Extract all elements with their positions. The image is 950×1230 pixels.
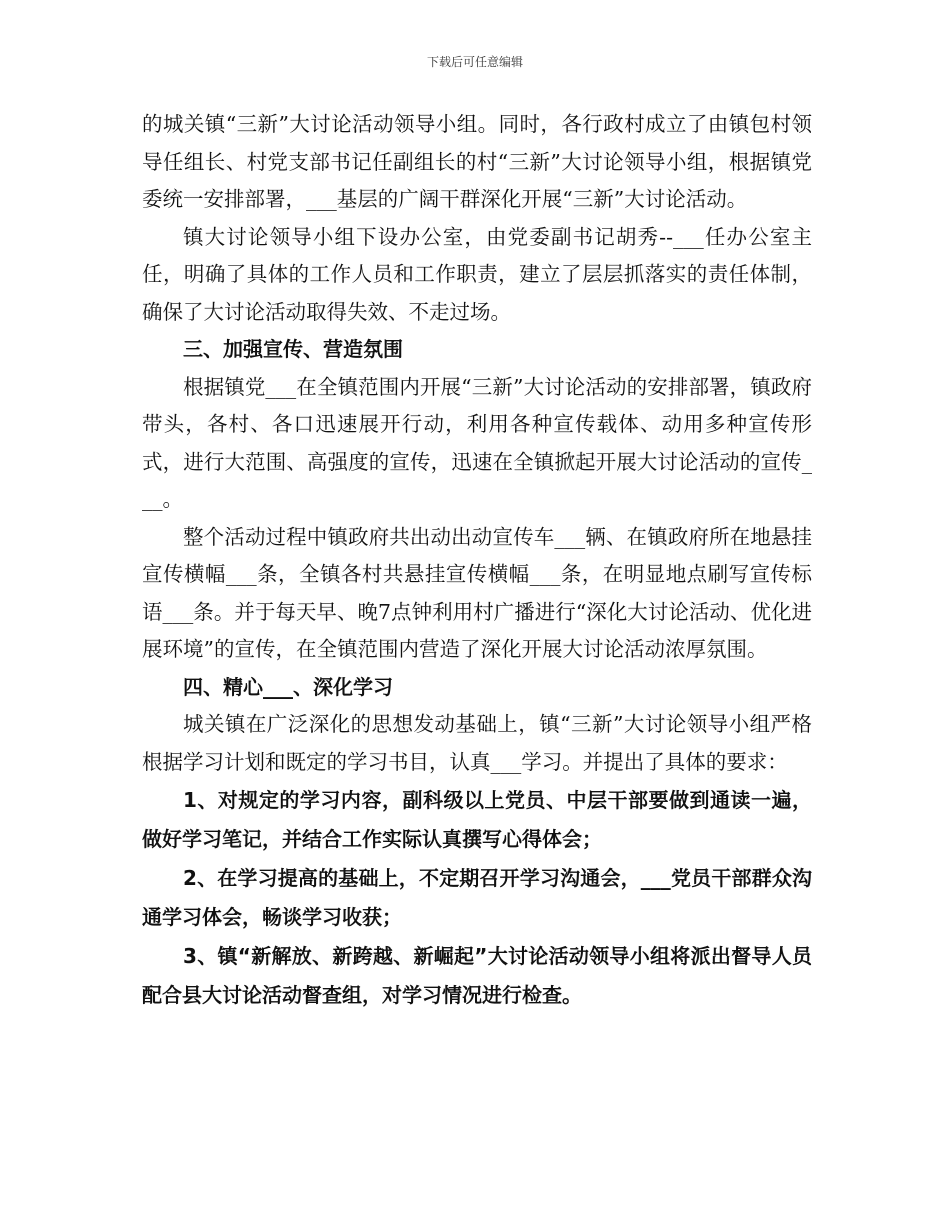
section-heading-publicity: 三、加强宣传、营造氛围 — [183, 337, 403, 361]
requirement-item-2: 2、在学习提高的基础上，不定期召开学习沟通会，___党员干部群众沟通学习体会，畅谈学习收获； — [142, 866, 812, 929]
requirement-item-1: 1、对规定的学习内容，副科级以上党员、中层干部要做到通读一遍，做好学习笔记，并结合工作实际认真撰写心得体会； — [142, 788, 812, 851]
paragraph-office-setup: 镇大讨论领导小组下设办公室，由党委副书记胡秀--___任办公室主任，明确了具体的工作人员和工作职责，建立了层层抓落实的责任体制，确保了大讨论活动取得失效、不走过场。 — [142, 224, 812, 324]
paragraph-publicity-details: 整个活动过程中镇政府共出动出动宣传车___辆、在镇政府所在地悬挂宣传横幅___条，全镇各村共悬挂宣传横幅___条，在明显地点刷写宣传标语___条。并于每天早、晚7点钟利用村广播进行“深化大讨论活动、优化进展环境”的宣传，在全镇范围内营造了深化开展大讨论活动浓厚氛围。 — [142, 524, 812, 661]
paragraph-study-requirements: 城关镇在广泛深化的思想发动基础上，镇“三新”大讨论领导小组严格根据学习计划和既定的学习书目，认真___学习。并提出了具体的要求： — [142, 712, 812, 774]
page-header-note: 下载后可任意编辑 — [426, 55, 523, 69]
requirement-item-3: 3、镇“新解放、新跨越、新崛起”大讨论活动领导小组将派出督导人员配合县大讨论活动督查组，对学习情况进行检查。 — [142, 944, 812, 1007]
paragraph-leading-group: 的城关镇“三新”大讨论活动领导小组。同时，各行政村成立了由镇包村领导任组长、村党支部书记任副组长的村“三新”大讨论领导小组，根据镇党委统一安排部署，___基层的广阔干群深化开展“三新”大讨论活动。 — [142, 112, 812, 211]
section-heading-study: 四、精心___、深化学习 — [183, 674, 393, 699]
document-body — [142, 106, 812, 1015]
paragraph-publicity-plan: 根据镇党___在全镇范围内开展“三新”大讨论活动的安排部署，镇政府带头，各村、各口迅速展开行动，利用各种宣传载体、动用多种宣传形式，进行大范围、高强度的宣传，迅速在全镇掀起开展大讨论活动的宣传___。 — [142, 374, 812, 511]
